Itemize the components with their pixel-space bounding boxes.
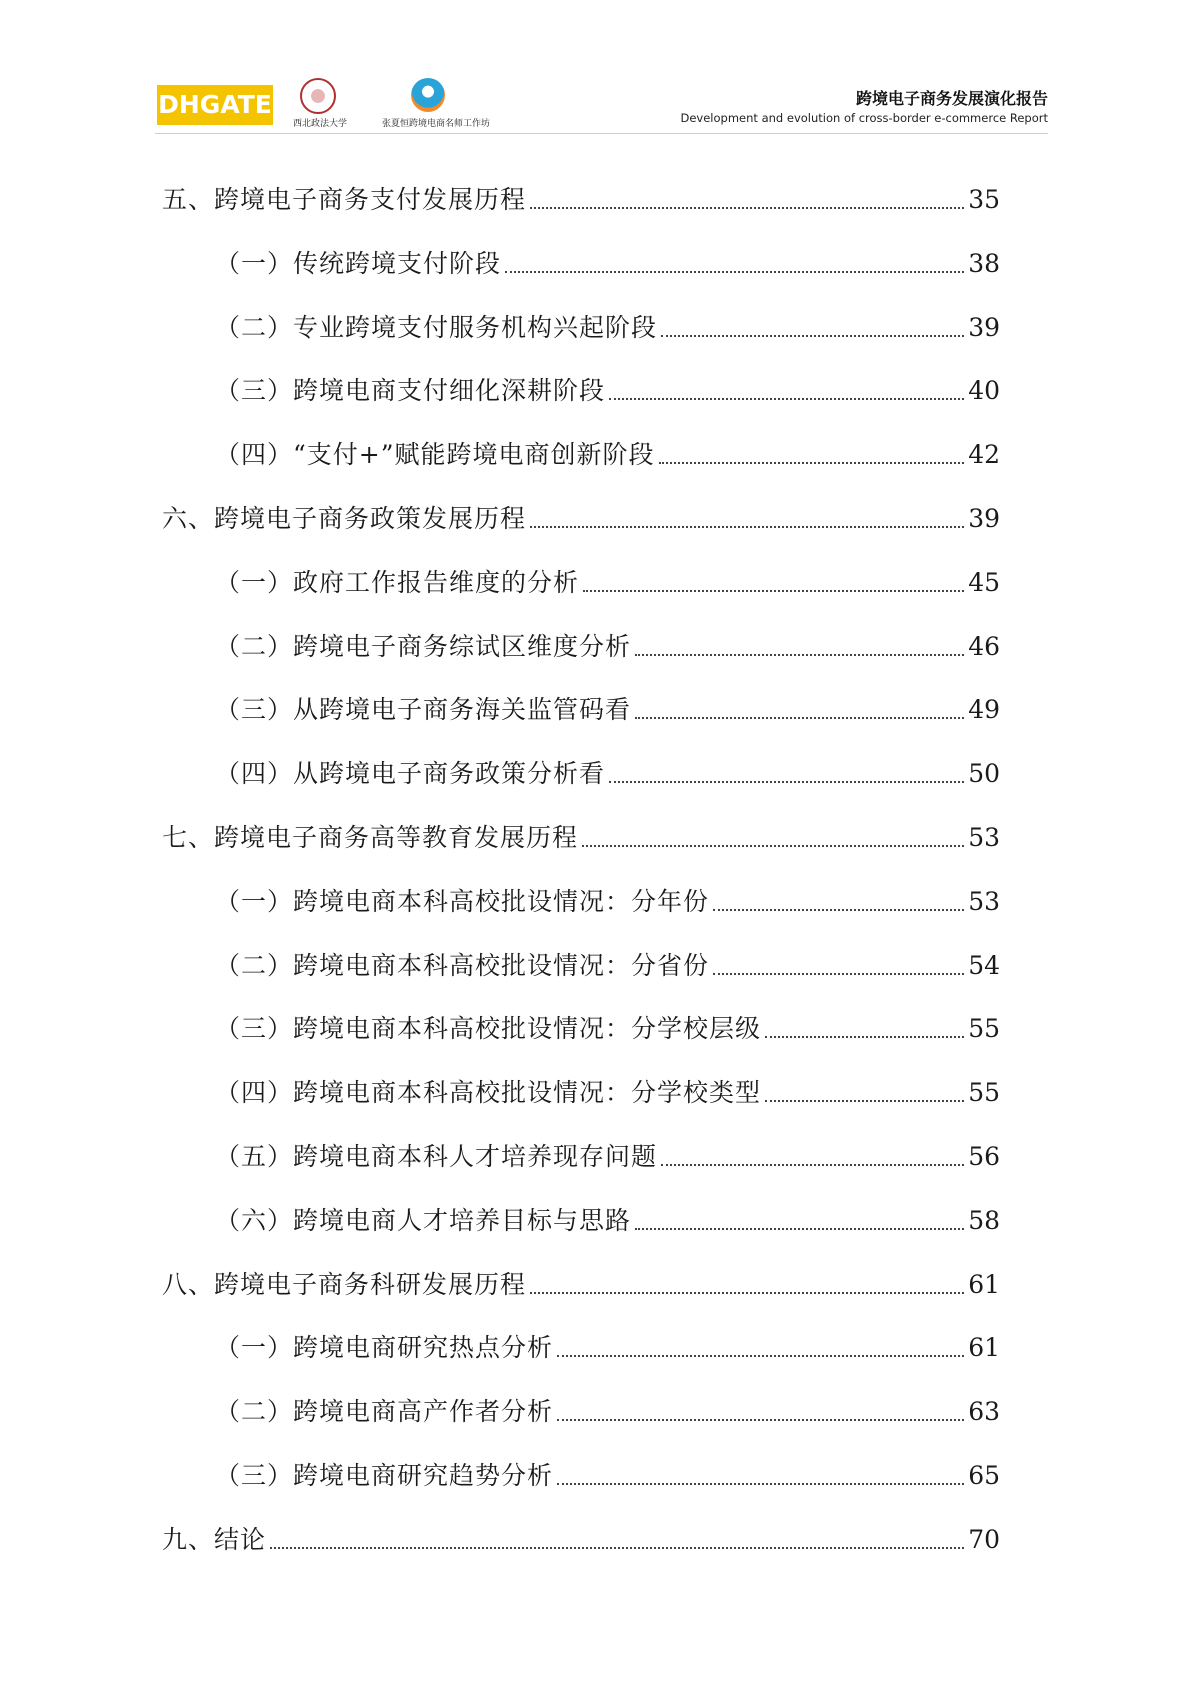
toc-page-number: 61 <box>968 1270 1000 1299</box>
toc-entry[interactable] <box>215 431 1000 471</box>
toc-page-number: 70 <box>968 1525 1000 1554</box>
university-seal-icon <box>300 78 336 114</box>
report-subtitle: Development and evolution of cross-border e-commerce Report <box>680 111 1048 125</box>
toc-entry-title: （三）从跨境电子商务海关监管码看 <box>215 695 632 724</box>
toc-entry-title: 八、跨境电子商务科研发展历程 <box>162 1270 527 1299</box>
toc-entry[interactable] <box>215 686 1000 726</box>
toc-leader-dots <box>765 1036 964 1038</box>
toc-entry[interactable] <box>215 240 1000 280</box>
toc-entry[interactable] <box>215 559 1000 599</box>
toc-entry-title: （四）跨境电商本科高校批设情况：分学校类型 <box>215 1078 762 1107</box>
studio-name: 张夏恒跨境电商名师工作坊 <box>381 119 490 129</box>
toc-entry[interactable] <box>215 1005 1000 1045</box>
toc-entry-title: （一）政府工作报告维度的分析 <box>215 568 580 597</box>
toc-leader-dots <box>530 1292 964 1294</box>
toc-entry[interactable] <box>215 1069 1000 1109</box>
header-divider <box>155 133 1048 134</box>
toc-entry-title: （一）传统跨境支付阶段 <box>215 249 502 278</box>
toc-page-number: 54 <box>968 951 1000 980</box>
toc-entry[interactable] <box>215 878 1000 918</box>
toc-page-number: 42 <box>968 440 1000 469</box>
toc-entry-title: （四）“支付+”赋能跨境电商创新阶段 <box>215 440 655 469</box>
toc-page-number: 58 <box>968 1206 1000 1235</box>
toc-page-number: 49 <box>968 695 1000 724</box>
toc-page-number: 53 <box>968 887 1000 916</box>
toc-page-number: 35 <box>968 185 1000 214</box>
toc-entry-title: （四）从跨境电子商务政策分析看 <box>215 759 606 788</box>
toc-entry[interactable] <box>215 367 1000 407</box>
toc-entry-title: 九、结论 <box>162 1525 267 1554</box>
studio-logo-icon <box>411 78 445 112</box>
toc-entry[interactable] <box>215 1133 1000 1173</box>
toc-leader-dots <box>530 207 964 209</box>
toc-entry[interactable] <box>215 1388 1000 1428</box>
toc-leader-dots <box>635 654 964 656</box>
toc-page-number: 50 <box>968 759 1000 788</box>
toc-page-number: 39 <box>968 313 1000 342</box>
toc-entry-title: （二）专业跨境支付服务机构兴起阶段 <box>215 313 658 342</box>
toc-leader-dots <box>713 973 964 975</box>
toc-leader-dots <box>765 1100 964 1102</box>
toc-leader-dots <box>713 909 964 911</box>
toc-entry[interactable] <box>162 1516 1000 1556</box>
toc-leader-dots <box>659 462 965 464</box>
report-title: 跨境电子商务发展演化报告 <box>855 89 1048 108</box>
toc-entry[interactable] <box>162 176 1000 216</box>
toc-leader-dots <box>505 271 964 273</box>
toc-page-number: 45 <box>968 568 1000 597</box>
toc-entry-title: （二）跨境电子商务综试区维度分析 <box>215 632 632 661</box>
toc-entry-title: （三）跨境电商研究趋势分析 <box>215 1461 554 1490</box>
toc-leader-dots <box>583 590 964 592</box>
toc-page-number: 53 <box>968 823 1000 852</box>
toc-page-number: 55 <box>968 1014 1000 1043</box>
toc-entry-title: （六）跨境电商人才培养目标与思路 <box>215 1206 632 1235</box>
toc-leader-dots <box>661 335 964 337</box>
university-name: 西北政法大学 <box>292 119 347 129</box>
toc-entry[interactable] <box>162 814 1000 854</box>
toc-entry-title: （三）跨境电商本科高校批设情况：分学校层级 <box>215 1014 762 1043</box>
toc-leader-dots <box>635 717 964 719</box>
page-header <box>0 0 1200 140</box>
toc-entry-title: （二）跨境电商本科高校批设情况：分省份 <box>215 951 710 980</box>
toc-page-number: 65 <box>968 1461 1000 1490</box>
toc-page-number: 40 <box>968 376 1000 405</box>
toc-page-number: 61 <box>968 1333 1000 1362</box>
toc-leader-dots <box>582 845 964 847</box>
toc-leader-dots <box>609 398 964 400</box>
dhgate-logo: DHGATE <box>157 85 273 125</box>
toc-entry[interactable] <box>215 623 1000 663</box>
toc-leader-dots <box>530 526 964 528</box>
toc-entry[interactable] <box>215 1197 1000 1237</box>
toc-entry-title: （二）跨境电商高产作者分析 <box>215 1397 554 1426</box>
toc-entry[interactable] <box>162 495 1000 535</box>
toc-entry-title: （三）跨境电商支付细化深耕阶段 <box>215 376 606 405</box>
toc-leader-dots <box>661 1164 964 1166</box>
toc-page-number: 55 <box>968 1078 1000 1107</box>
toc-page-number: 38 <box>968 249 1000 278</box>
toc-entry[interactable] <box>162 1261 1000 1301</box>
toc-entry[interactable] <box>215 1324 1000 1364</box>
toc-leader-dots <box>557 1355 964 1357</box>
toc-page-number: 63 <box>968 1397 1000 1426</box>
toc-leader-dots <box>635 1228 964 1230</box>
toc-page-number: 46 <box>968 632 1000 661</box>
toc-leader-dots <box>557 1419 964 1421</box>
toc-entry-title: 六、跨境电子商务政策发展历程 <box>162 504 527 533</box>
toc-entry[interactable] <box>215 942 1000 982</box>
toc-entry-title: （一）跨境电商研究热点分析 <box>215 1333 554 1362</box>
toc-entry-title: 七、跨境电子商务高等教育发展历程 <box>162 823 579 852</box>
toc-entry[interactable] <box>215 1452 1000 1492</box>
toc-leader-dots <box>270 1547 964 1549</box>
toc-page-number: 39 <box>968 504 1000 533</box>
toc-entry-title: （五）跨境电商本科人才培养现存问题 <box>215 1142 658 1171</box>
toc-leader-dots <box>609 781 964 783</box>
toc-entry-title: （一）跨境电商本科高校批设情况：分年份 <box>215 887 710 916</box>
toc-entry[interactable] <box>215 750 1000 790</box>
toc-entry-title: 五、跨境电子商务支付发展历程 <box>162 185 527 214</box>
toc-leader-dots <box>557 1483 964 1485</box>
toc-entry[interactable] <box>215 304 1000 344</box>
toc-page-number: 56 <box>968 1142 1000 1171</box>
